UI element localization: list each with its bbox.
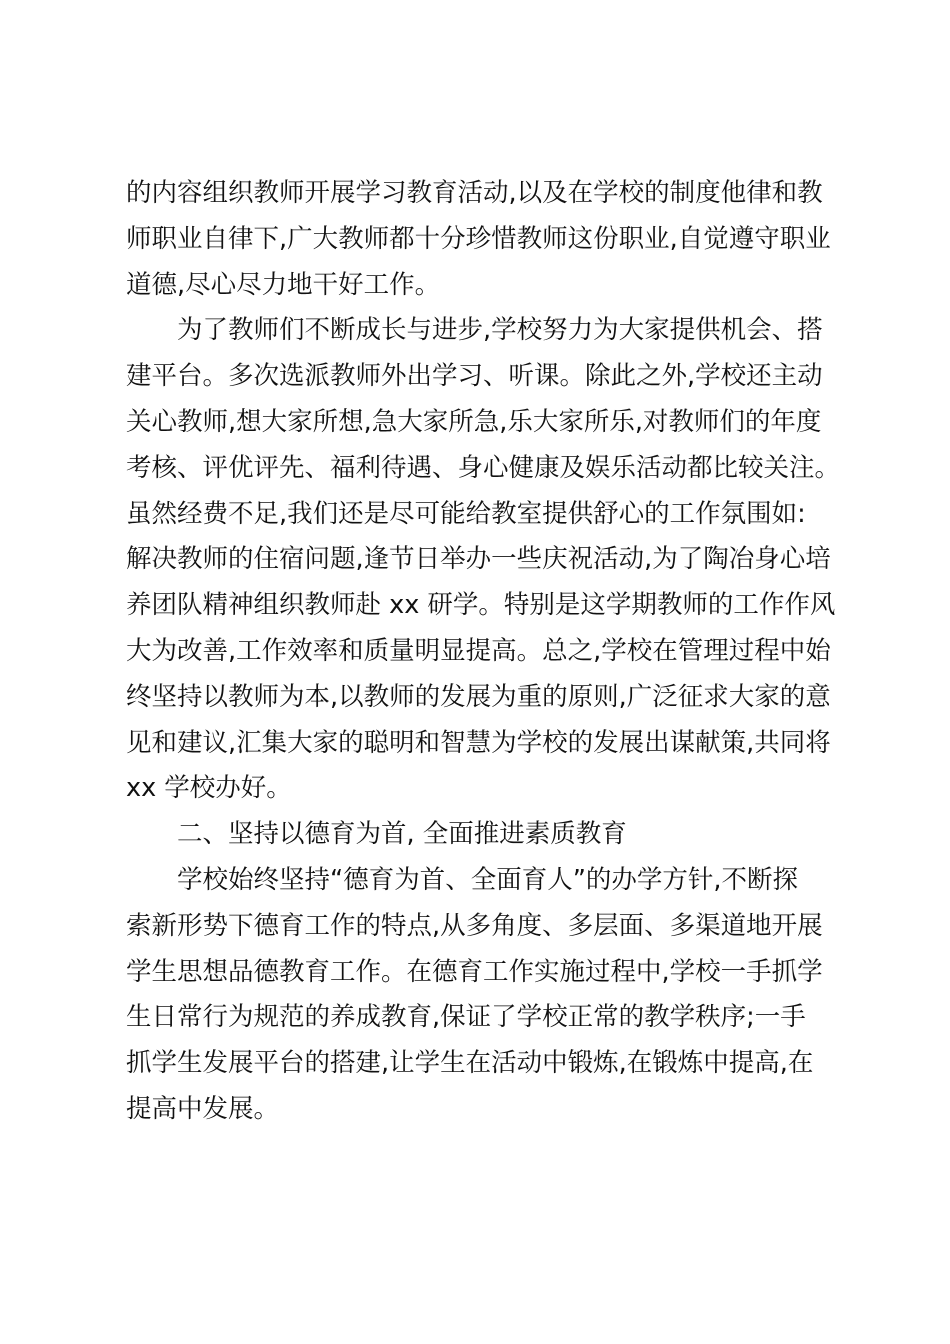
text-line: 建平台。多次选派教师外出学习、听课。除此之外,学校还主动 [126, 361, 823, 392]
text-line: 索新形势下德育工作的特点,从多角度、多层面、多渠道地开展 [126, 910, 823, 941]
section-heading [126, 812, 844, 858]
heading-line: 二、坚持以德育为首, 全面推进素质教育 [177, 819, 627, 850]
paragraph-4 [126, 858, 844, 1133]
text-line: 为了教师们不断成长与进步,学校努力为大家提供机会、搭 [177, 315, 823, 346]
text-line: 虽然经费不足,我们还是尽可能给教室提供舒心的工作氛围如: [126, 498, 806, 529]
paragraph-1 [126, 171, 844, 308]
text-line: 考核、评优评先、福利待遇、身心健康及娱乐活动都比较关注。 [126, 452, 841, 483]
text-line: 学生思想品德教育工作。在德育工作实施过程中,学校一手抓学 [126, 956, 823, 987]
text-line: 道德,尽心尽力地干好工作。 [126, 269, 441, 300]
text-line: 关心教师,想大家所想,急大家所急,乐大家所乐,对教师们的年度 [126, 406, 822, 437]
text-line: 见和建议,汇集大家的聪明和智慧为学校的发展出谋献策,共同将 [126, 727, 831, 758]
text-line: 提高中发展。 [126, 1093, 280, 1124]
text-line: 生日常行为规范的养成教育,保证了学校正常的教学秩序;一手 [126, 1002, 806, 1033]
text-line: 解决教师的住宿问题,逢节日举办一些庆祝活动,为了陶冶身心培 [126, 544, 831, 575]
paragraph-2 [126, 308, 844, 812]
text-line: xx 学校办好。 [126, 773, 292, 804]
document-body [126, 171, 844, 1133]
text-line: 终坚持以教师为本,以教师的发展为重的原则,广泛征求大家的意 [126, 681, 831, 712]
text-line: 学校始终坚持“德育为首、全面育人”的办学方针,不断探 [177, 864, 799, 895]
text-line: 抓学生发展平台的搭建,让学生在活动中锻炼,在锻炼中提高,在 [126, 1048, 814, 1079]
text-line: 的内容组织教师开展学习教育活动,以及在学校的制度他律和教 [126, 178, 823, 208]
text-line: 大为改善,工作效率和质量明显提高。总之,学校在管理过程中始 [126, 635, 831, 666]
text-line: 养团队精神组织教师赴 xx 研学。特别是这学期教师的工作作风 [126, 590, 836, 621]
text-line: 师职业自律下,广大教师都十分珍惜教师这份职业,自觉遵守职业 [126, 223, 831, 254]
